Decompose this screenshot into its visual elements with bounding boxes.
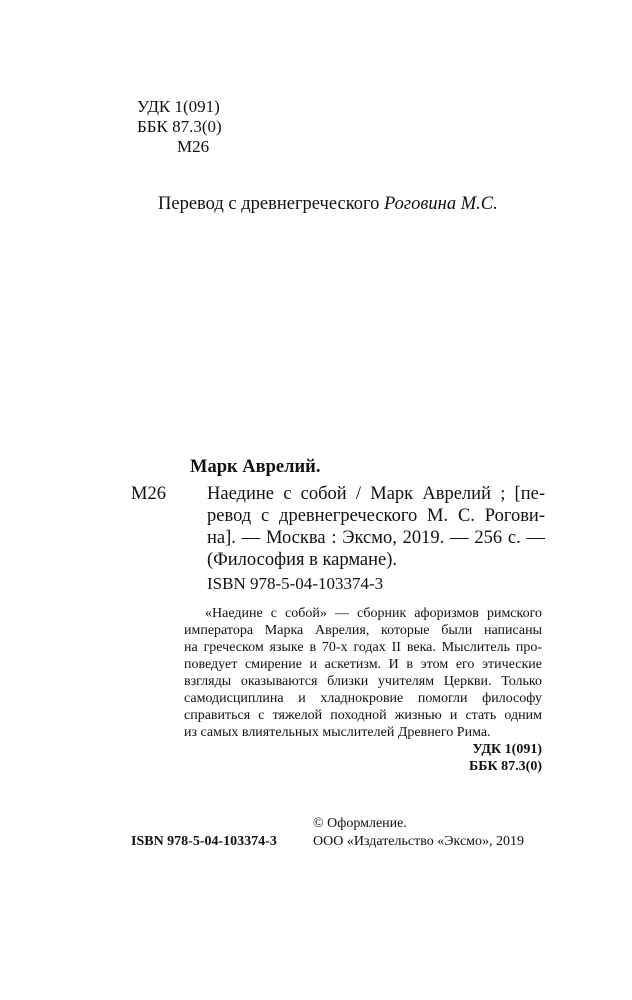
record-udk: УДК 1(091) bbox=[472, 742, 542, 757]
translation-line bbox=[158, 193, 498, 215]
author-mark: М26 bbox=[177, 137, 210, 156]
author-heading: Марк Аврелий. bbox=[190, 457, 321, 477]
record-isbn: ISBN 978-5-04-103374-3 bbox=[207, 574, 384, 593]
title-line: Наедине с собой / Марк Аврелий ; [пе- bbox=[207, 484, 545, 504]
title-line: ревод с древнегреческого М. С. Рогови- bbox=[207, 506, 545, 526]
annotation-line: на греческом языке в 70-х годах II века. Мыслитель про- bbox=[184, 640, 542, 655]
annotation-line: справиться с тяжелой походной жизнью и стать одним bbox=[184, 708, 542, 723]
bbk-code: ББК 87.3(0) bbox=[137, 117, 222, 136]
title-line: (Философия в кармане). bbox=[207, 550, 398, 570]
copyright-design: © Оформление. bbox=[313, 816, 407, 831]
udk-code: УДК 1(091) bbox=[137, 97, 220, 116]
annotation-line: «Наедине с собой» — сборник афоризмов римского bbox=[205, 606, 542, 621]
copyright-publisher: ООО «Издательство «Эксмо», 2019 bbox=[313, 834, 525, 849]
translator-name: Роговина М.С. bbox=[384, 194, 498, 214]
annotation-line: самодисциплина и хладнокровие помогли философу bbox=[184, 691, 542, 706]
annotation-block bbox=[184, 605, 542, 741]
annotation-line: взгляды оказываются близки учителям Церкви. Только bbox=[184, 674, 542, 689]
annotation-line: поведует смирение и аскетизм. И в этом его этические bbox=[184, 657, 542, 672]
record-mark: М26 bbox=[131, 484, 166, 504]
annotation-line: из самых влиятельных мыслителей Древнего Рима. bbox=[184, 725, 491, 740]
title-line: на]. — Москва : Эксмо, 2019. — 256 с. — bbox=[207, 528, 545, 548]
annotation-line: императора Марка Аврелия, которые были написаны bbox=[184, 623, 542, 638]
record-title-block bbox=[207, 483, 545, 571]
record-bbk: ББК 87.3(0) bbox=[469, 759, 542, 774]
footer-isbn: ISBN 978-5-04-103374-3 bbox=[131, 834, 277, 849]
translation-prefix: Перевод с древнегреческого bbox=[158, 194, 385, 214]
